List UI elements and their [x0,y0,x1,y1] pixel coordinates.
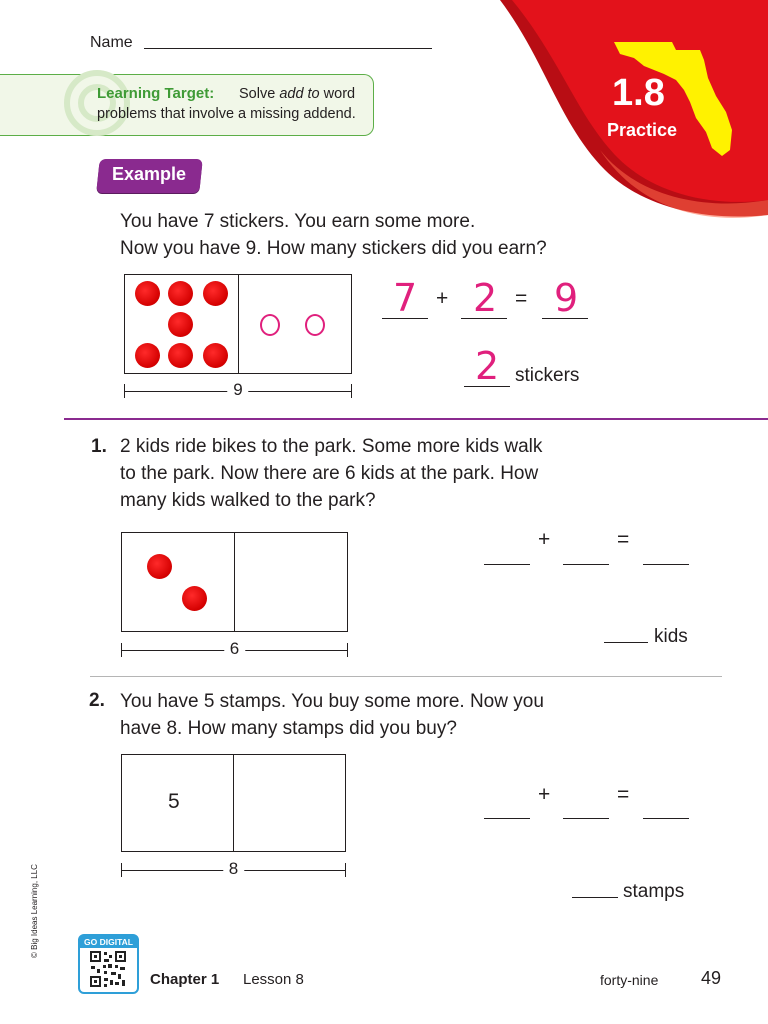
plus-sign: + [538,528,551,551]
counter-drawn-circle [260,314,280,336]
counter-red [168,343,193,368]
learning-target-text-line2: problems that involve a missing addend. [97,106,356,122]
example-answer-c: 9 [554,276,579,320]
example-answer-b: 2 [473,276,498,320]
problem-1-total-label: 6 [224,639,245,659]
equals-sign: = [515,287,528,310]
problem-2-question: You have 5 stamps. You buy some more. Now you have 8. How many stamps did you buy? [120,691,544,739]
equals-sign: = [617,528,630,551]
problem-2-answer-blank[interactable] [572,897,618,898]
problem-1-blank-c[interactable] [643,564,689,565]
go-digital-label: GO DIGITAL [80,936,137,948]
problem-1-answer-unit: kids [654,626,688,647]
name-write-line[interactable] [144,48,432,49]
problem-1-question: 2 kids ride bikes to the park. Some more kids walk to the park. Now there are 6 kids at the park. How many kids walked to the park? [120,436,543,511]
target-watermark-icon [62,68,132,138]
equals-sign: = [617,783,630,806]
problem-2-number: 2. [89,690,105,711]
example-question: You have 7 stickers. You earn some more. Now you have 9. How many stickers did you earn? [120,211,547,259]
counter-red [203,281,228,306]
plus-sign: + [436,287,449,310]
plus-sign: + [538,783,551,806]
lesson-label: Practice [607,120,678,140]
counter-red [182,586,207,611]
problem-2-answer-unit: stamps [623,881,685,902]
lesson-number: 1.8 [612,72,665,114]
counter-red [168,281,193,306]
example-label: Example [112,164,187,184]
counter-drawn-circle [305,314,325,336]
section-divider [64,418,768,420]
problem-2-blank-c[interactable] [643,818,689,819]
problem-1-blank-a[interactable] [484,564,530,565]
counter-red [135,343,160,368]
example-answer-a: 7 [393,276,418,320]
name-label: Name [90,34,133,51]
problem-1-answer-blank[interactable] [604,642,648,643]
learning-target-title: Learning Target: [97,85,215,102]
problem-2-empty-part[interactable] [234,755,345,851]
problem-2-blank-a[interactable] [484,818,530,819]
problem-2-box-value: 5 [168,790,180,813]
counter-red [203,343,228,368]
example-total-label: 9 [227,380,248,400]
footer-lesson: Lesson 8 [243,971,304,988]
problem-divider [90,676,722,677]
qr-code-icon[interactable] [89,950,127,988]
problem-1-blank-b[interactable] [563,564,609,565]
footer-chapter: Chapter 1 [150,971,220,988]
counter-red [135,281,160,306]
footer-page-word: forty-nine [600,972,659,988]
problem-1-total-bracket [121,639,348,658]
learning-target-box [0,74,374,136]
copyright-notice: © Big Ideas Learning, LLC [30,864,39,958]
learning-target-text: Solve add to word [239,86,356,102]
problem-1-empty-part[interactable] [235,533,347,631]
example-answer: 2 [475,344,500,388]
example-box-divider [238,274,239,374]
counter-red [168,312,193,337]
problem-2-total-bracket [121,859,346,878]
example-answer-unit: stickers [515,365,580,386]
example-total-bracket [124,380,352,399]
problem-1-number: 1. [91,436,107,457]
problem-2-total-label: 8 [223,859,244,879]
counter-red [147,554,172,579]
footer-page-number: 49 [701,968,722,988]
problem-2-blank-b[interactable] [563,818,609,819]
